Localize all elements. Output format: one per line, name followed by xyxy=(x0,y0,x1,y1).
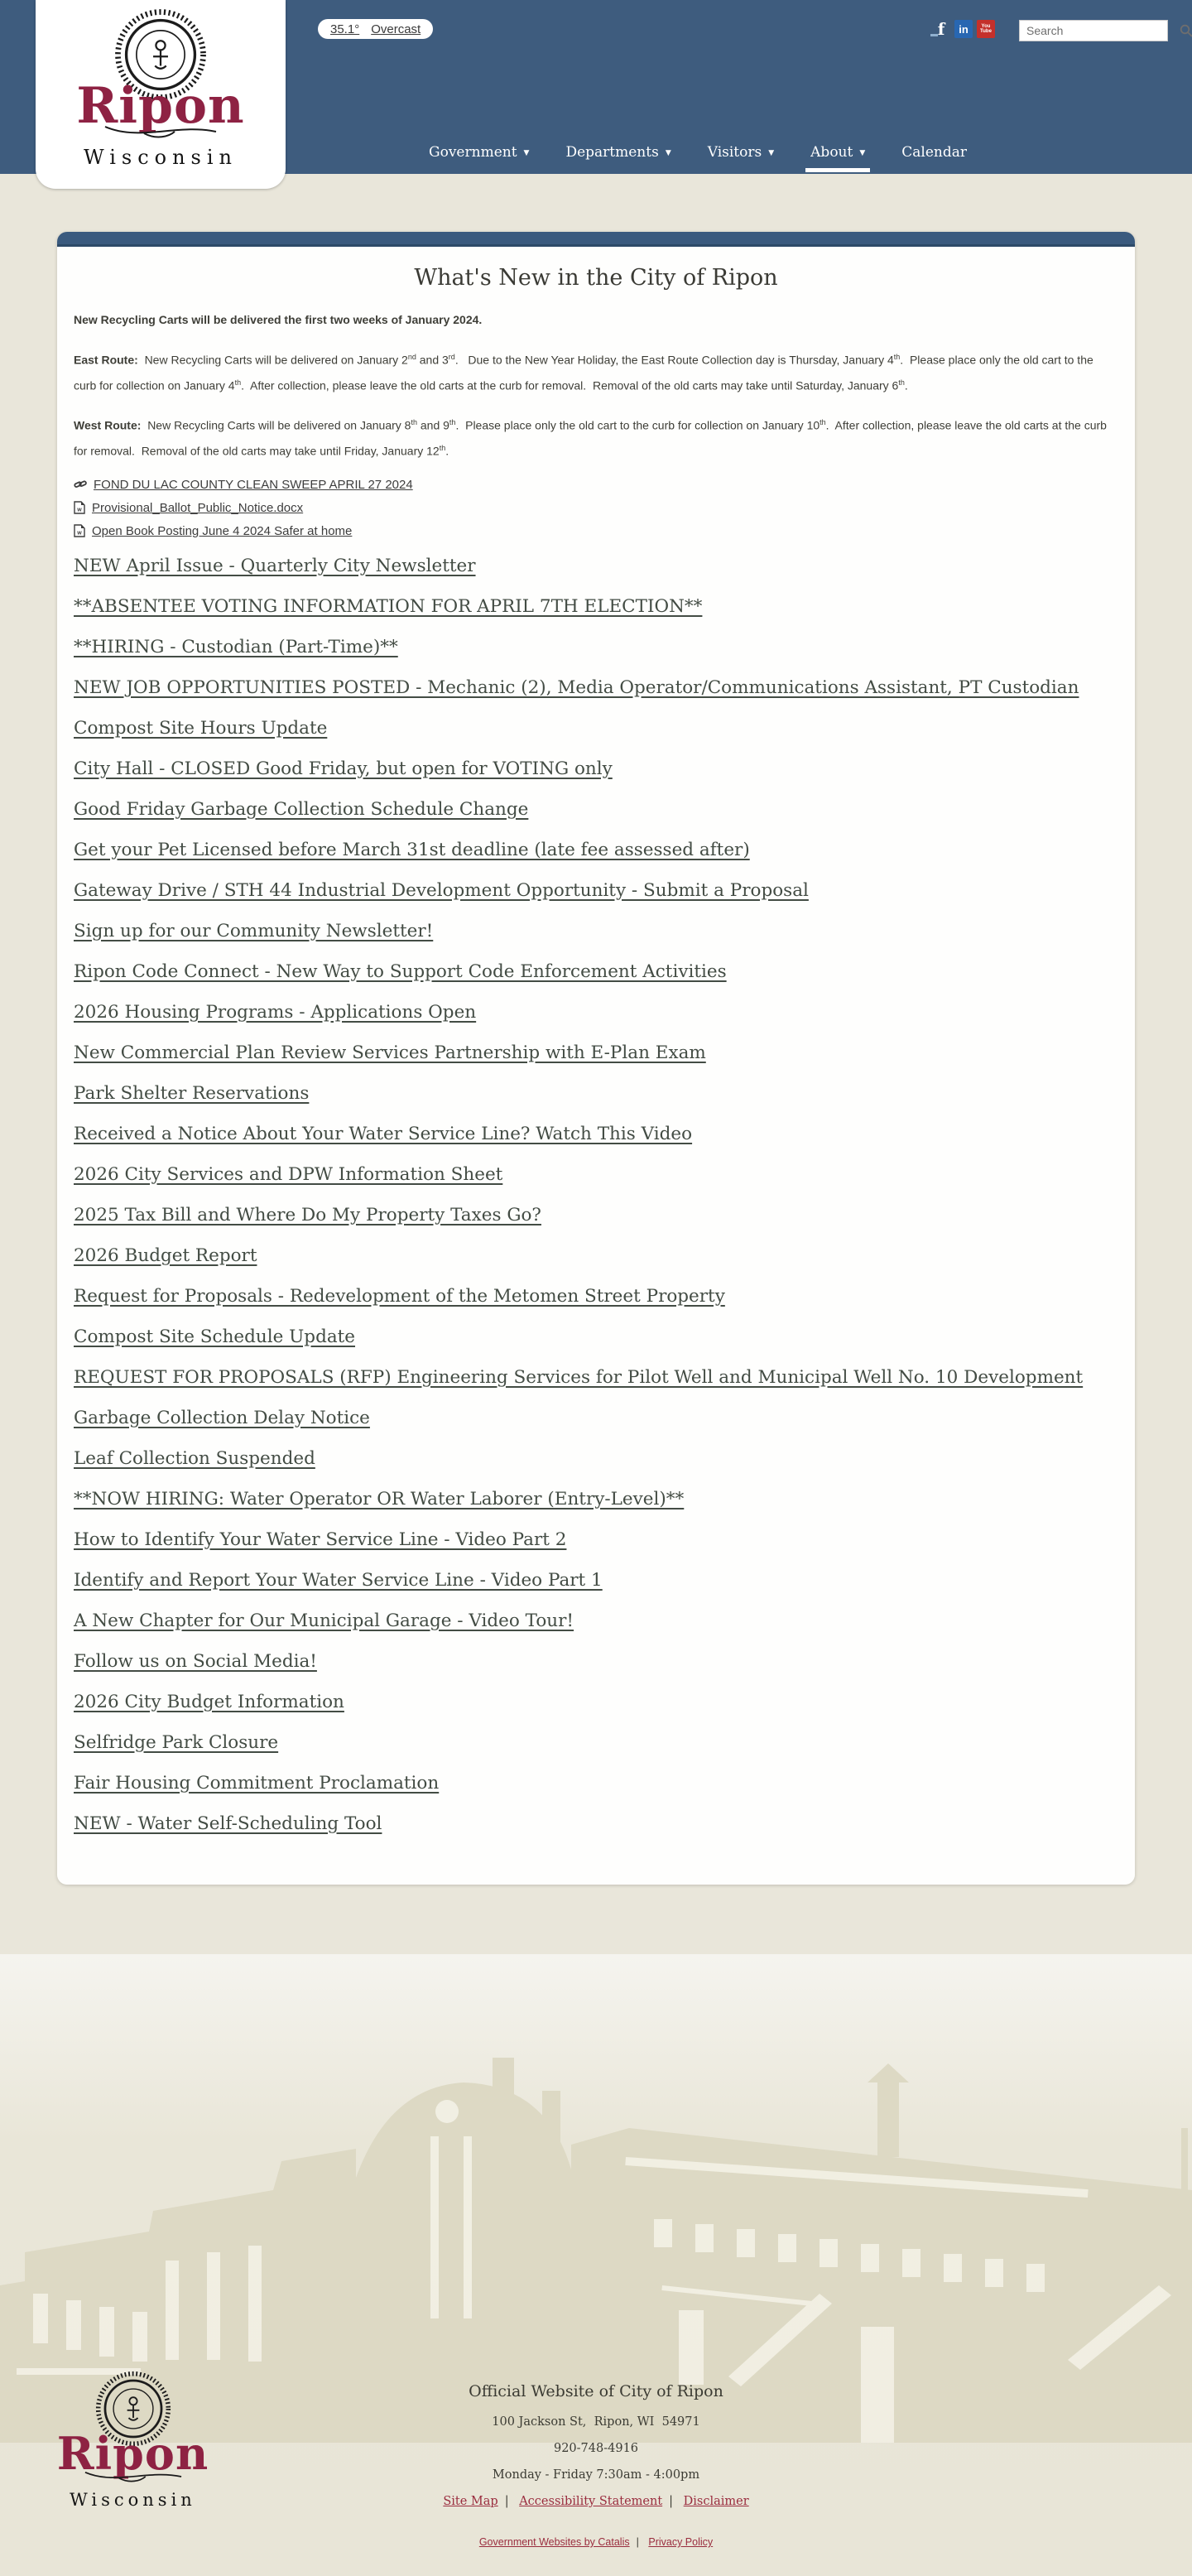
nav-item-label: About xyxy=(810,144,853,161)
footer-bottom-links xyxy=(0,2536,1192,2548)
news-link[interactable]: Compost Site Schedule Update xyxy=(74,1326,356,1347)
svg-text:w: w xyxy=(77,530,82,537)
weather-condition-link[interactable]: Overcast xyxy=(371,22,421,36)
search-box xyxy=(1019,20,1168,41)
news-link[interactable]: NEW April Issue - Quarterly City Newsletter xyxy=(74,555,476,576)
news-link[interactable]: 2026 City Budget Information xyxy=(74,1691,344,1712)
news-link[interactable]: **HIRING - Custodian (Part-Time)** xyxy=(74,636,398,657)
attachment-row xyxy=(74,524,1118,538)
news-link[interactable]: **ABSENTEE VOTING INFORMATION FOR APRIL 7TH ELECTION** xyxy=(74,595,703,617)
footer-link-wrap xyxy=(443,2495,515,2508)
site-logo[interactable] xyxy=(36,0,286,189)
news-link[interactable]: Get your Pet Licensed before March 31st deadline (late fee assessed after) xyxy=(74,839,750,860)
footer-link[interactable]: Site Map xyxy=(443,2495,498,2508)
news-link[interactable]: NEW JOB OPPORTUNITIES POSTED - Mechanic (2), Media Operator/Communications Assistant, PT Custodian xyxy=(74,677,1079,698)
attachment-row xyxy=(74,478,1118,492)
footer-phone: 920-748-4916 xyxy=(553,2442,639,2455)
news-link[interactable]: 2026 City Services and DPW Information Sheet xyxy=(74,1163,503,1185)
chevron-down-icon: ▼ xyxy=(859,149,866,157)
attachment-row xyxy=(74,501,1118,515)
card-body xyxy=(57,247,1135,1885)
news-link[interactable]: 2026 Housing Programs - Applications Open xyxy=(74,1001,477,1023)
svg-text:w: w xyxy=(77,507,82,513)
nav-item-label: Calendar xyxy=(901,144,967,161)
page-title: What's New in the City of Ripon xyxy=(414,265,778,291)
intro-paragraph: New Recycling Carts will be delivered the first two weeks of January 2024. xyxy=(74,313,483,326)
site-header xyxy=(0,0,1192,174)
news-link[interactable]: A New Chapter for Our Municipal Garage - Video Tour! xyxy=(74,1610,574,1631)
footer-address: 100 Jackson St, Ripon, WI 54971 xyxy=(492,2415,700,2429)
chevron-down-icon: ▼ xyxy=(665,149,671,157)
news-link[interactable]: Follow us on Social Media! xyxy=(74,1650,317,1672)
card-top-bar xyxy=(57,232,1135,247)
logo-wordmark: Ripon xyxy=(76,77,245,135)
footer-bottom-link-wrap xyxy=(479,2536,646,2548)
search-input[interactable] xyxy=(1020,24,1180,37)
news-link[interactable]: City Hall - CLOSED Good Friday, but open for VOTING only xyxy=(74,758,613,779)
chevron-down-icon: ▼ xyxy=(523,149,530,157)
attachment-list xyxy=(74,478,1118,538)
news-link[interactable]: Gateway Drive / STH 44 Industrial Development Opportunity - Submit a Proposal xyxy=(74,879,809,901)
youtube-icon[interactable]: You Tube xyxy=(977,20,995,38)
footer-bottom-link-wrap xyxy=(648,2536,713,2548)
footer-logo-state-label: Wisconsin xyxy=(70,2490,196,2510)
east-route-paragraph: East Route: New Recycling Carts will be delivered on January 2nd and 3rd. Due to the New Year Holiday, the East Route Collection day is Thursday, January 4th. Please place only the old cart to the curb for collection on January 4th. After collection, please leave the old carts at the curb for removal. Removal of the old carts may take until Saturday, January 6th. xyxy=(74,353,1097,392)
news-link[interactable]: How to Identify Your Water Service Line - Video Part 2 xyxy=(74,1529,567,1550)
news-link[interactable]: NEW - Water Self-Scheduling Tool xyxy=(74,1813,382,1834)
news-link[interactable]: Ripon Code Connect - New Way to Support Code Enforcement Activities xyxy=(74,961,727,982)
news-link[interactable]: Park Shelter Reservations xyxy=(74,1082,310,1104)
nav-item[interactable] xyxy=(810,144,865,161)
news-link[interactable]: Selfridge Park Closure xyxy=(74,1731,279,1753)
news-link[interactable]: REQUEST FOR PROPOSALS (RFP) Engineering Services for Pilot Well and Municipal Well No. 10 Development xyxy=(74,1366,1084,1388)
news-link[interactable]: Good Friday Garbage Collection Schedule Change xyxy=(74,798,529,820)
nav-item-label: Departments xyxy=(565,144,659,161)
news-link-list xyxy=(74,555,1118,1835)
news-link[interactable]: Received a Notice About Your Water Service Line? Watch This Video xyxy=(74,1123,693,1144)
footer-bottom-link[interactable]: Privacy Policy xyxy=(648,2536,714,2548)
whats-new-card xyxy=(57,232,1135,1885)
footer-title: Official Website of City of Ripon xyxy=(469,2382,723,2400)
west-route-paragraph: West Route: New Recycling Carts will be delivered on January 8th and 9th. Please place only the old cart to the curb for collection on January 10th. After collection, please leave the old carts at the curb for removal. Removal of the old carts may take until Friday, January 12th. xyxy=(74,418,1110,458)
nav-item[interactable] xyxy=(901,144,967,161)
footer-info xyxy=(0,2382,1192,2548)
footer-link-wrap xyxy=(519,2495,680,2508)
main-nav xyxy=(429,144,967,161)
footer-logo-wordmark: Ripon xyxy=(56,2427,209,2480)
nav-item-label: Government xyxy=(429,144,517,161)
nav-item-label: Visitors xyxy=(707,144,762,161)
news-link[interactable]: Request for Proposals - Redevelopment of the Metomen Street Property xyxy=(74,1285,725,1307)
news-link[interactable]: New Commercial Plan Review Services Partnership with E-Plan Exam xyxy=(74,1042,706,1063)
news-link[interactable]: 2025 Tax Bill and Where Do My Property Taxes Go? xyxy=(74,1204,541,1225)
news-link[interactable]: Fair Housing Commitment Proclamation xyxy=(74,1772,440,1794)
footer-bottom-link[interactable]: Government Websites by Catalis xyxy=(478,2536,630,2548)
attachment-link[interactable]: Open Book Posting June 4 2024 Safer at home xyxy=(92,523,353,538)
logo-flourish-icon xyxy=(36,123,286,144)
footer-link-wrap xyxy=(684,2495,749,2508)
logo-state-label: Wisconsin xyxy=(83,146,238,169)
facebook-icon[interactable]: f xyxy=(932,20,950,38)
news-link[interactable]: **NOW HIRING: Water Operator OR Water Laborer (Entry-Level)** xyxy=(74,1488,685,1509)
news-link[interactable]: Sign up for our Community Newsletter! xyxy=(74,920,434,941)
attachment-link[interactable]: Provisional_Ballot_Public_Notice.docx xyxy=(92,500,304,515)
chevron-down-icon: ▼ xyxy=(768,149,775,157)
word-doc-icon xyxy=(74,501,85,514)
nav-item[interactable] xyxy=(429,144,529,161)
nav-item[interactable] xyxy=(708,144,774,161)
news-link[interactable]: Leaf Collection Suspended xyxy=(74,1447,315,1469)
news-link[interactable]: Compost Site Hours Update xyxy=(74,717,328,739)
social-icons xyxy=(932,20,995,38)
nav-item[interactable] xyxy=(565,144,670,161)
footer-link[interactable]: Disclaimer xyxy=(683,2495,749,2508)
link-icon xyxy=(74,478,87,491)
attachment-link[interactable]: FOND DU LAC COUNTY CLEAN SWEEP APRIL 27 2024 xyxy=(94,477,413,492)
footer-link[interactable]: Accessibility Statement xyxy=(519,2495,663,2508)
weather-temp-link[interactable]: 35.1° xyxy=(330,22,360,36)
footer-hours: Monday - Friday 7:30am - 4:00pm xyxy=(492,2468,700,2482)
linkedin-icon[interactable]: in xyxy=(954,20,973,38)
search-icon[interactable] xyxy=(1180,24,1192,37)
news-link[interactable]: Garbage Collection Delay Notice xyxy=(74,1407,370,1428)
footer-links xyxy=(0,2495,1192,2508)
weather-widget xyxy=(318,19,433,39)
news-link[interactable]: Identify and Report Your Water Service Line - Video Part 1 xyxy=(74,1569,603,1591)
news-link[interactable]: 2026 Budget Report xyxy=(74,1245,257,1266)
word-doc-icon xyxy=(74,524,85,537)
